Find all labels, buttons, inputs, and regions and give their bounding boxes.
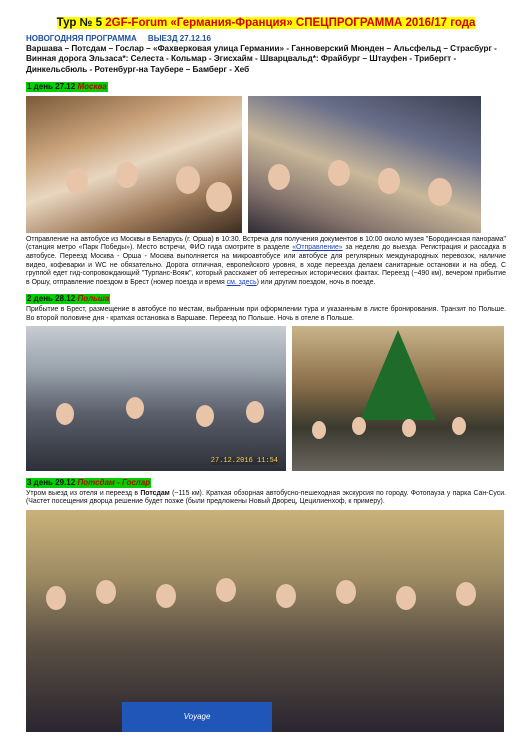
route-line: Варшава – Потсдам – Гослар – «Фахверковая улица Германии» - Ганноверский Мюнден – Альсфельд – Страсбург - Винная дорога Эльзаса*: Селеста - Кольмар - Эгисхайм - Шварцвальд*: Фрайбург – Штауфен - Трибергт - Динкельсбюль - Ротенбург-на Таубере – Бамберг - Хеб (26, 44, 497, 74)
christmas-tree-photo (292, 326, 504, 471)
tour-number: Тур № 5 (56, 17, 103, 29)
tour-page (26, 16, 506, 732)
bus-aisle-photo (26, 326, 286, 471)
passengers-group (248, 158, 481, 233)
day3-place: Потсдам - Гослар (77, 477, 151, 487)
day1-text-part: ) или другим поездом, ночь в поезде. (256, 278, 376, 286)
potsdam-bold: Потсдам (140, 489, 170, 497)
day2-heading (26, 294, 110, 304)
day3-text-part: Утром выезд из отеля и переезд в (26, 489, 141, 497)
day3-heading (26, 478, 151, 488)
day1-photos (26, 96, 506, 233)
program-subtitle: НОВОГОДНЯЯ ПРОГРАММА ВЫЕЗД 27.12.16 (26, 34, 211, 43)
passengers-group (26, 158, 242, 233)
day1-heading (26, 82, 108, 92)
day1-heading-label: 1 день 27.12 (27, 81, 76, 91)
departure-link[interactable]: «Отправление» (292, 244, 343, 252)
bus-passengers-photo (248, 96, 481, 233)
day2-place: Польша (77, 294, 110, 304)
train-info-link[interactable]: см. здесь (226, 278, 257, 286)
christmas-tree (360, 330, 436, 420)
day1-place: Москва (77, 81, 107, 91)
photo-timestamp: 27.12.2016 11:54 (210, 456, 278, 465)
tour-name: 2GF-Forum «Германия-Франция» СПЕЦПРОГРАММА 2016/17 года (105, 17, 476, 29)
day1-text-part: Отправление на автобусе из Москвы в Беларусь (г. Орша) в 10:30. Встреча для получения документов в 10:00 около музея "Бородинская панорама" (станция метро «Парк Победы»). Место встречи, ФИО гида смотрите в разделе (26, 235, 506, 252)
tour-title (26, 16, 506, 31)
bus-interior-photo (26, 96, 242, 233)
day3-heading-label: 3 день 29.12 (27, 477, 76, 487)
tourist-group (292, 413, 504, 471)
day1-text (26, 236, 506, 288)
voyage-banner: Voyage (122, 702, 272, 732)
day1-text-part: за неделю до выезда. Регистрация и рассадка в автобусе. Переезд Москва - Орша - Москва выполняется на микроавтобусе или автобусе для регулярных международных перевозок, наличие видео, кофеварки и WC не обязательно. Дорога отличная, европейского уровня, в ходе переезда делаем санитарные остановки и на обед. С группой едет гид-сопровождающий "Турпанс-Вояж", который расскажет об интересных исторических фактах. Переезд (~490 км), вечером прибытие в Оршу, отправление поездом в Брест (номер поезда и время (26, 244, 506, 286)
day2-photos (26, 326, 506, 471)
day3-text-part: (~115 км). Краткая обзорная автобусно-пешеходная экскурсия по городу. Фотопауза у парка Сан-Суси. (Частет посещения дворца решение будет позже (были предложены Новый Дворец, Цецилиенхоф, к примеру). (26, 489, 506, 506)
day3-text (26, 490, 506, 507)
day2-heading-label: 2 день 28.12 (27, 294, 76, 304)
sanssouci-group-photo (26, 510, 504, 732)
day2-text: Прибытие в Брест, размещение в автобусе по местам, выбранным при оформлении тура и указанным в листе бронирования. Транзит по Польше. Во второй половине дня - краткая остановка в Варшаве. Переезд по Польше. Ночь в отеле в Польше. (26, 306, 506, 323)
